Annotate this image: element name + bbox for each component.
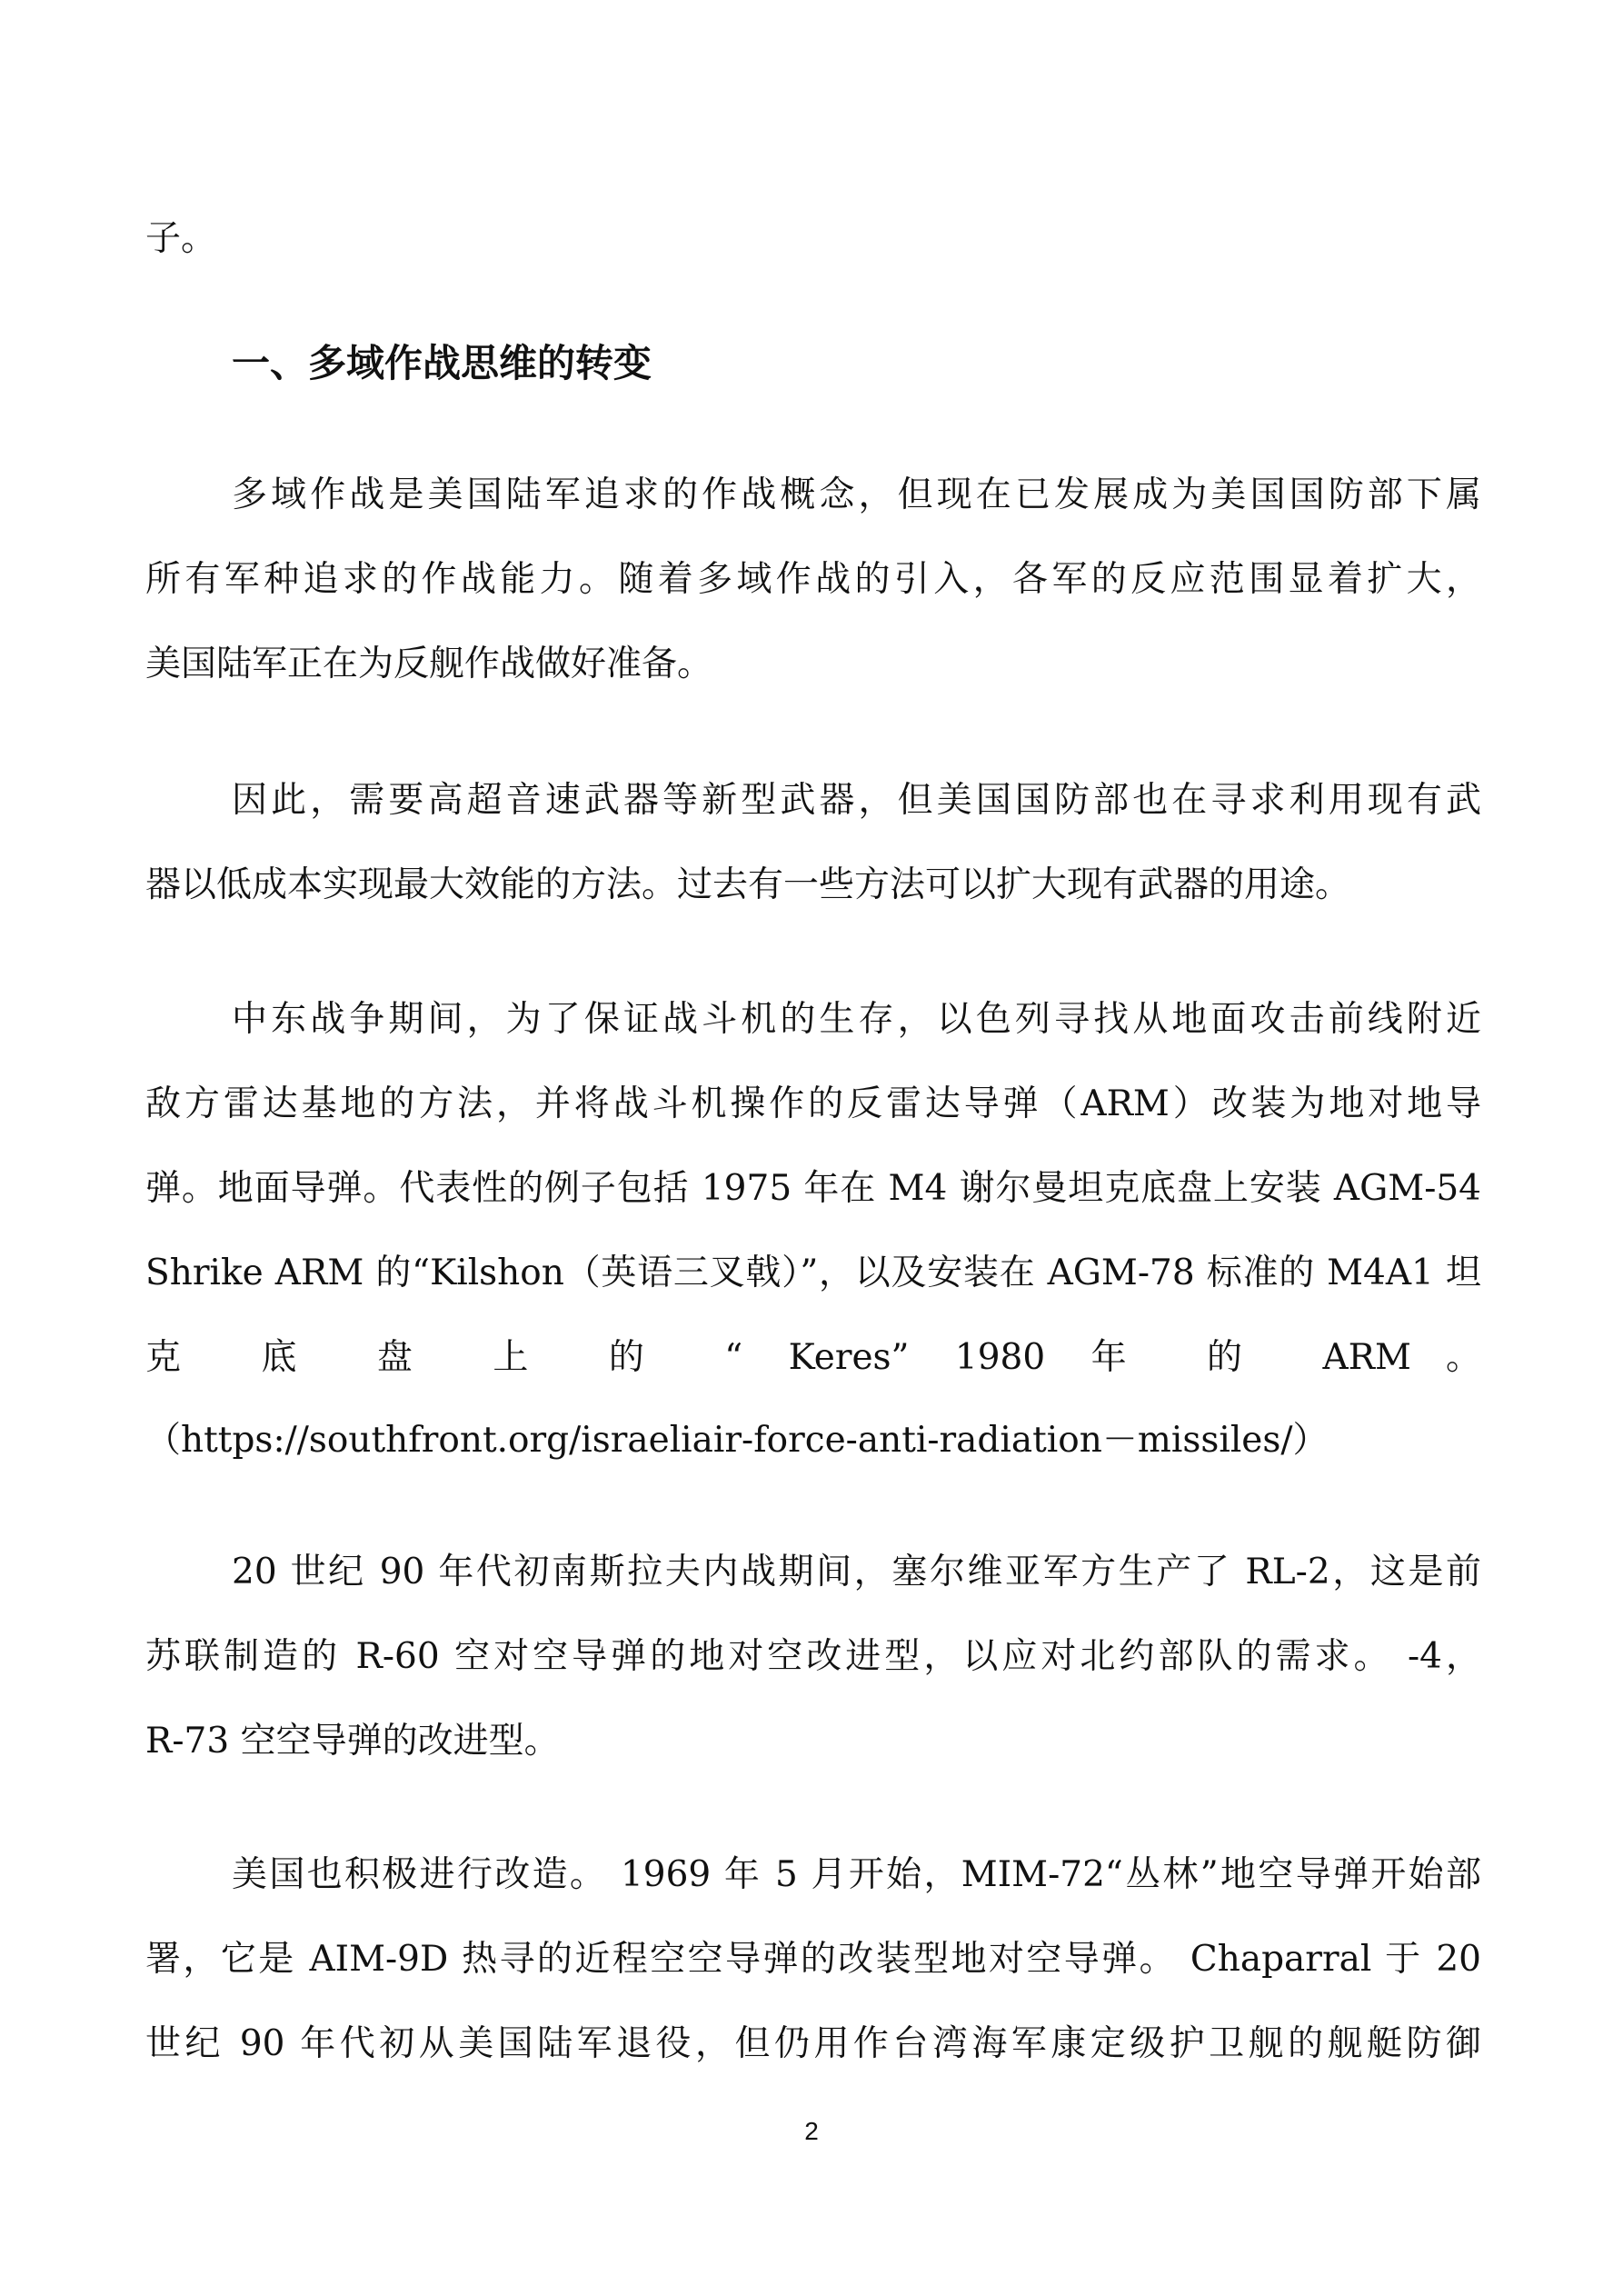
paragraph-3-line-3: 弹。地面导弹。代表性的例子包括 1975 年在 M4 谢尔曼坦克底盘上安装 AGM-54: [145, 1168, 1481, 1209]
paragraph-4-line-2: 苏联制造的 R-60 空对空导弹的地对空改进型，以应对北约部队的需求。 -4，: [145, 1636, 1481, 1677]
paragraph-3-line-4: Shrike ARM 的“Kilshon（英语三叉戟）”，以及安装在 AGM-78 标准的 M4A1 坦: [145, 1253, 1481, 1293]
paragraph-2-line-2: 器以低成本实现最大效能的方法。过去有一些方法可以扩大现有武器的用途。: [145, 864, 1351, 905]
paragraph-2-line-1: 因此，需要高超音速武器等新型武器，但美国国防部也在寻求利用现有武: [232, 780, 1481, 821]
paragraph-4-line-3: R-73 空空导弹的改进型。: [145, 1721, 560, 1762]
paragraph-1-line-3: 美国陆军正在为反舰作战做好准备。: [145, 644, 713, 684]
paragraph-1-line-2: 所有军种追求的作战能力。随着多域作战的引入，各军的反应范围显着扩大，: [145, 559, 1481, 600]
paragraph-1-line-1: 多域作战是美国陆军追求的作战概念，但现在已发展成为美国国防部下属: [232, 474, 1481, 515]
paragraph-3-line-2: 敌方雷达基地的方法，并将战斗机操作的反雷达导弹（ARM）改装为地对地导: [145, 1083, 1481, 1124]
page-number: 2: [804, 2117, 819, 2145]
paragraph-3-line-5: 克 底 盘 上 的 “ Keres” 1980 年 的 ARM。: [145, 1337, 1481, 1378]
paragraph-5-line-2: 署，它是 AIM-9D 热寻的近程空空导弹的改装型地对空导弹。 Chaparral 于 20: [145, 1939, 1481, 1980]
paragraph-4-line-1: 20 世纪 90 年代初南斯拉夫内战期间，塞尔维亚军方生产了 RL-2，这是前: [232, 1552, 1481, 1592]
paragraph-5-line-1: 美国也积极进行改造。 1969 年 5 月开始，MIM-72“丛林”地空导弹开始部: [232, 1854, 1481, 1895]
paragraph-3-line-1: 中东战争期间，为了保证战斗机的生存，以色列寻找从地面攻击前线附近: [232, 999, 1481, 1040]
section-heading: 一、多域作战思维的转变: [232, 341, 652, 385]
paragraph-5-line-3: 世纪 90 年代初从美国陆军退役，但仍用作台湾海军康定级护卫舰的舰艇防御: [145, 2023, 1481, 2064]
paragraph-3-line-6: （https://southfront.org/israeliair-force-anti-radiation－missiles/）: [145, 1420, 1329, 1461]
text-fragment: 子。: [145, 218, 217, 259]
